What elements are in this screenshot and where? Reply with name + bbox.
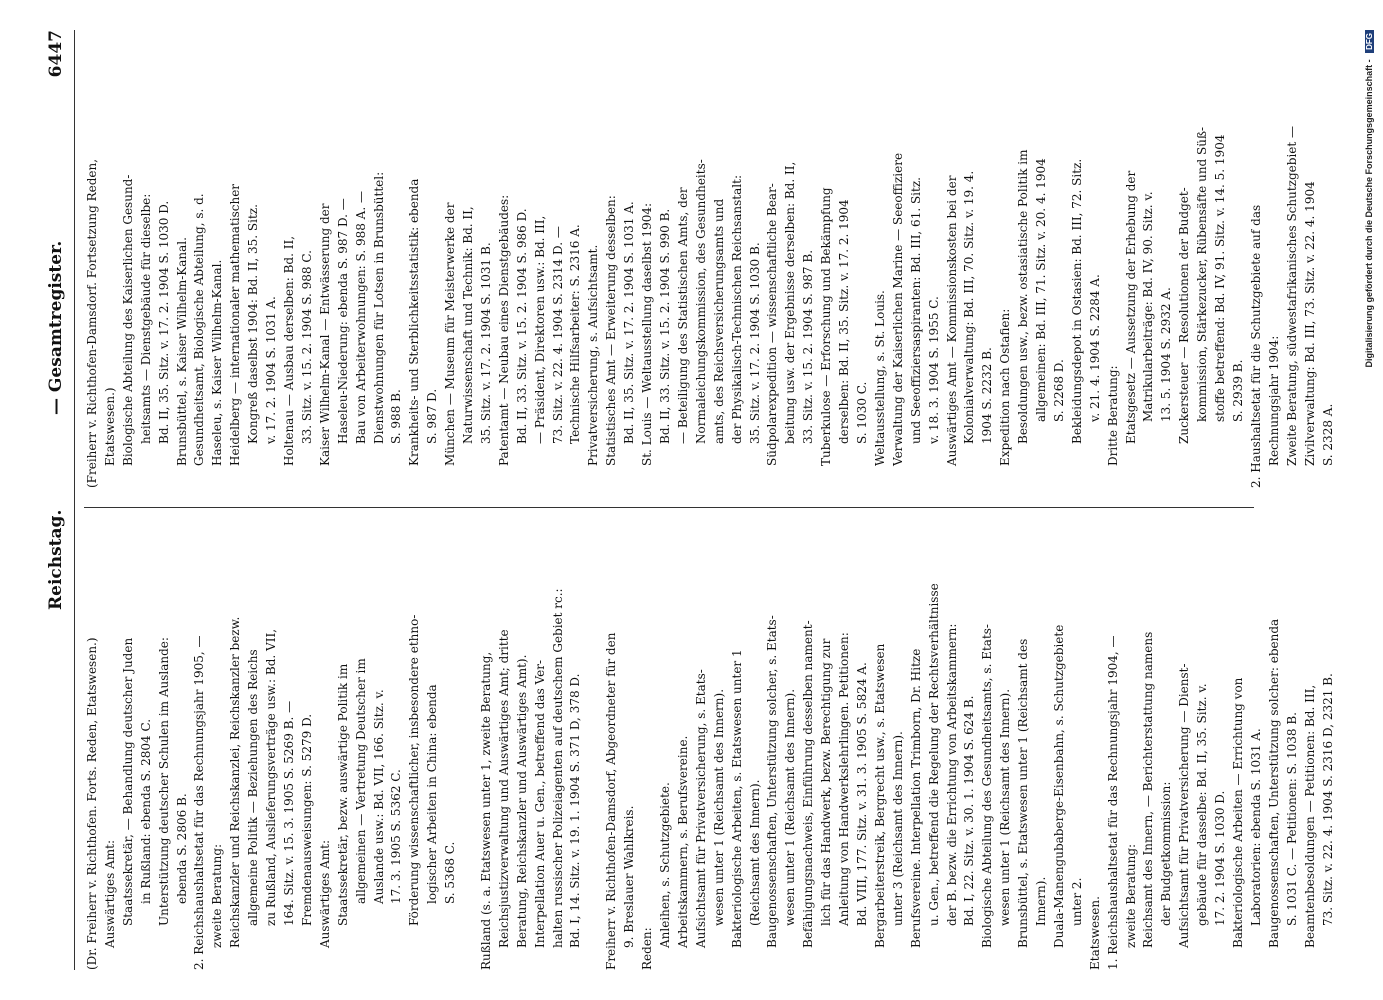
index-line: Brunsbüttel, s. Kaiser Wilhelm-Kanal. xyxy=(174,237,189,466)
index-line: Arbeitskammern, s. Berufsvereine. xyxy=(675,735,690,948)
index-line: S. 2268 D. xyxy=(1051,359,1066,422)
page-number: 6447 xyxy=(46,30,66,78)
index-line: Baugenossenschaften, Unterstützung solcher: ebenda xyxy=(1266,618,1281,948)
index-line: S. 2328 A. xyxy=(1320,403,1335,466)
index-line: Bd. II, 35. Sitz. v. 17. 2. 1904 S. 1030 D. xyxy=(156,200,171,444)
index-line: Rußland (s. a. Etatswesen unter 1, zweite Beratung, xyxy=(478,651,493,970)
index-line: Bd. VIII, 177. Sitz. v. 31. 3. 1905 S. 5824 A. xyxy=(854,662,869,926)
index-line: der Physikalisch-Technischen Reichsanstalt: xyxy=(729,175,744,444)
index-line: Befähigungsnachweis, Einführung desselben nament- xyxy=(801,620,816,948)
index-line: Bergarbeiterstreik, Bergrecht usw., s. Etatswesen xyxy=(872,643,887,948)
index-line: v. 18. 3. 1904 S. 1955 C. xyxy=(926,296,941,444)
index-line: Besoldungen usw., bezw. ostasiatische Politik im xyxy=(1016,149,1031,444)
running-title-center: — Gesamtregister. xyxy=(46,240,66,415)
index-line: logischer Arbeiten in China: ebenda xyxy=(425,684,440,904)
index-line: 35. Sitz. v. 17. 2. 1904 S. 1031 B. xyxy=(478,242,493,444)
index-line: Zivilverwaltung: Bd. III, 73. Sitz. v. 22. 4. 1904 xyxy=(1302,181,1317,466)
index-line: Matrikularbeiträge: Bd. IV, 90. Sitz. v. xyxy=(1141,191,1156,422)
index-line: Bau von Arbeiterwohnungen: S. 988 A. — xyxy=(353,191,368,444)
digitization-credit xyxy=(1364,30,1380,970)
index-line xyxy=(585,534,603,970)
index-line: u. Gen., betreffend die Regelung der Rechtsverhältnisse xyxy=(926,583,941,926)
index-line: Bakteriologische Arbeiten — Errichtung von xyxy=(1231,677,1245,948)
index-line: Freiherr v. Richthofen-Damsdorf, Abgeordneter für den xyxy=(604,632,619,970)
index-line: S. 987 D. xyxy=(425,388,440,444)
index-line: Bd. I, 14. Sitz. v. 19. 1. 1904 S. 371 D, 378 D. xyxy=(568,673,583,948)
index-line: und Seeoffiziersaspiranten: Bd. III, 61. Sitz. xyxy=(908,177,923,444)
index-line: Kongreß daselbst 1904: Bd. II, 35. Sitz. xyxy=(246,204,261,444)
index-line: zweite Beratung: xyxy=(1123,843,1138,948)
index-line: 1904 S. 2232 B. xyxy=(980,347,995,444)
index-line: Bakteriologische Arbeiten, s. Etatswesen unter 1 xyxy=(729,649,744,948)
index-line: Reichsjustizverwaltung und Auswärtiges Amt; dritte xyxy=(496,629,511,948)
index-line: heitsamts — Dienstgebäude für dieselbe: xyxy=(138,193,153,444)
index-line: Anleitung von Handwerkslehrlingen. Petitionen: xyxy=(837,632,852,926)
index-line: in Rußland: ebenda S. 2804 C. xyxy=(138,718,153,904)
index-line: Innern). xyxy=(1034,876,1049,926)
right-column xyxy=(84,52,1335,488)
index-line: Patentamt — Neubau eines Dienstgebäudes: xyxy=(496,194,511,466)
index-line: 164. Sitz. v. 15. 3. 1905 S. 5269 B. — xyxy=(281,700,296,926)
index-line: Technische Hilfsarbeiter: S. 2316 A. xyxy=(568,224,583,444)
index-line: Statistisches Amt — Erweiterung desselben: xyxy=(604,195,619,466)
index-line: Unterstützung deutscher Schulen im Auslande: xyxy=(156,637,171,926)
index-line: Naturwissenschaft und Technik: Bd. II, xyxy=(461,206,476,444)
index-line: allgemeine Politik — Beziehungen des Reichs xyxy=(246,649,261,926)
index-line: lich für das Handwerk, bezw. Berechtigung zur xyxy=(819,638,834,926)
index-line: Auswärtiges Amt: xyxy=(102,839,117,948)
index-line: 33. Sitz. v. 15. 2. 1904 S. 988 C. xyxy=(299,250,314,444)
index-line: 73. Sitz. v. 22. 4. 1904 S. 2314 D. — xyxy=(550,226,565,444)
credit-text: Digitalisierung gefördert durch die Deutsche Forschungsgemeinschaft - xyxy=(1364,59,1374,368)
index-line: St. Louis — Weltausstellung daselbst 1904: xyxy=(640,202,655,466)
index-line: Etatswesen.) xyxy=(102,387,117,466)
index-line: S. 988 B. xyxy=(389,389,404,444)
index-line: Privatversicherung, s. Aufsichtsamt. xyxy=(586,244,601,466)
index-line: Beratung, Reichskanzler und Auswärtiges Amt). xyxy=(514,654,529,948)
index-line: S. 5368 C. xyxy=(443,841,458,904)
index-line: Zuckersteuer — Resolutionen der Budget- xyxy=(1177,187,1192,444)
index-line: 33. Sitz. v. 15. 2. 1904 S. 987 B. xyxy=(801,249,816,444)
index-line: Etatswesen. xyxy=(1087,896,1102,970)
index-line: kommission, Stärkezucker, Rübensäfte und Süß- xyxy=(1195,126,1210,422)
page-header xyxy=(46,30,68,970)
index-line: Normaleichungskommission, des Gesundheits- xyxy=(693,159,708,444)
index-line: wesen unter 1 (Reichsamt des Innern). xyxy=(998,688,1013,926)
index-line: Heidelberg — internationaler mathematischer xyxy=(228,183,243,466)
index-line: Laboratorien: ebenda S. 1031 A. xyxy=(1248,728,1263,926)
index-line: Bd. I, 22. Sitz. v. 30. 1. 1904 S. 624 B. xyxy=(962,695,977,926)
index-line: Reichskanzler und Reichskanzlei, Reichskanzler bezw. xyxy=(228,616,243,948)
index-line: Duala-Manengubaberge-Eisenbahn, s. Schutzgebiete xyxy=(1051,624,1066,948)
index-line: Biologische Abteilung des Kaiserlichen Gesund- xyxy=(120,174,135,466)
index-line: Verwaltung der Kaiserlichen Marine — Seeoffiziere xyxy=(890,152,905,466)
index-line: beitung usw. der Ergebnisse derselben: Bd. II, xyxy=(783,161,798,444)
index-line: S. 1030 C. xyxy=(854,381,869,444)
index-line: Gesundheitsamt, Biologische Abteilung, s. d. xyxy=(192,193,207,466)
index-line: der Budgetkommission: xyxy=(1159,781,1174,926)
index-line: zweite Beratung: xyxy=(210,843,225,948)
index-line: Staatssekretär, bezw. auswärtige Politik im xyxy=(335,663,350,926)
index-line: 2. Haushaltsetat für die Schutzgebiete auf das xyxy=(1248,204,1263,488)
left-column xyxy=(84,534,1335,970)
index-line: amts, des Reichsversicherungsamts und xyxy=(711,198,726,444)
index-line: Zweite Beratung, südwestafrikanisches Schutzgebiet — xyxy=(1284,125,1299,466)
index-line: Auslande usw.: Bd. VII, 166. Sitz. v. xyxy=(371,689,386,904)
index-line: gebäude für dasselbe: Bd. II, 35. Sitz. v. xyxy=(1195,683,1210,926)
column-divider xyxy=(84,507,1254,508)
index-line: Auswärtiges Amt: xyxy=(317,839,332,948)
index-line: — Präsident, Direktoren usw.: Bd. III, xyxy=(532,215,547,444)
index-line: Fremdenausweisungen: S. 5279 D. xyxy=(299,713,314,926)
index-line: Expedition nach Ostafien: xyxy=(998,308,1013,466)
index-line: 17. 3. 1905 S. 5362 C. xyxy=(389,769,404,904)
index-line: (Freiherr v. Richthofen-Damsdorf. Fortsetzung Reden, xyxy=(85,158,99,488)
index-line: Aufsichtsamt für Privatversicherung, s. Etats- xyxy=(693,669,708,948)
index-line: 73. Sitz. v. 22. 4. 1904 S. 2316 D, 2321 B. xyxy=(1320,673,1335,926)
index-line: (Dr. Freiherr v. Richthofen. Forts. Reden, Etatswesen.) xyxy=(85,637,99,970)
index-line: Reden: xyxy=(640,927,655,970)
index-line: Interpellation Auer u. Gen., betreffend das Ver- xyxy=(532,660,547,948)
index-line: S. 1031 C. — Petitionen: S. 1038 B. xyxy=(1284,712,1299,926)
index-line: halten russischer Polizeiagenten auf deutschem Gebiet rc.: xyxy=(550,588,565,948)
index-line: allgemeinen — Vertretung Deutscher im xyxy=(353,658,368,904)
index-line: Bd. II, 35. Sitz. v. 17. 2. 1904 S. 1031 A. xyxy=(622,201,637,444)
index-line: 9. Breslauer Wahlkreis. xyxy=(622,805,637,948)
index-line: Kaiser Wilhelm-Kanal — Entwässerung der xyxy=(317,203,332,466)
index-line: v. 21. 4. 1904 S. 2284 A. xyxy=(1087,274,1102,422)
index-line: ebenda S. 2806 B. xyxy=(174,793,189,904)
index-line: Baugenossenschaften, Unterstützung solcher, s. Etats- xyxy=(765,615,780,948)
index-line: 1. Reichshaushaltsetat für das Rechnungsjahr 1904, — xyxy=(1105,635,1120,970)
index-line: zu Rußland, Auslieferungsverträge usw.: Bd. VII, xyxy=(264,628,279,926)
index-line: Brunsbüttel, s. Etatswesen unter 1 (Reichsamt des xyxy=(1016,638,1031,948)
index-line: der B. bezw. die Errichtung von Arbeitskammern: xyxy=(944,623,959,926)
index-line: Reichsamt des Innern, — Berichterstattung namens xyxy=(1141,631,1156,948)
index-line: (Reichsamt des Innern). xyxy=(747,779,762,926)
index-line: Haseleu-Niederung: ebenda S. 987 D. — xyxy=(335,198,350,444)
index-line: Berufsvereine. Interpellation Trimborn, Dr. Hitze xyxy=(908,648,923,948)
index-line: Dienstwohnungen für Lotsen in Brunsbüttel: xyxy=(371,171,386,444)
index-line: — Beteiligung des Statistischen Amts, der xyxy=(675,187,690,444)
index-line: Kolonialverwaltung: Bd. III, 70. Sitz. v. 19. 4. xyxy=(962,170,977,444)
index-line: Weltausstellung, s. St. Louis. xyxy=(872,290,887,466)
dfg-badge: DFG xyxy=(1365,30,1374,53)
index-line: Anleihen, s. Schutzgebiete. xyxy=(658,782,672,948)
running-title-left: Reichstag. xyxy=(46,509,66,610)
index-line: Biologische Abteilung des Gesundheitsamts, s. Etats- xyxy=(980,624,995,948)
index-line: wesen unter 1 (Reichsamt des Innern). xyxy=(711,688,726,926)
index-line: Rechnungsjahr 1904: xyxy=(1266,335,1281,466)
index-line: wesen unter 1 (Reichsamt des Innern). xyxy=(783,688,798,926)
index-line: unter 2. xyxy=(1069,877,1084,926)
index-line: 35. Sitz. v. 17. 2. 1904 S. 1030 B. xyxy=(747,242,762,444)
index-line: Südpolarexpedition — wissenschaftliche Bear- xyxy=(765,183,780,466)
index-line: stoffe betreffend: Bd. IV, 91. Sitz. v. 14. 5. 1904 xyxy=(1213,134,1228,422)
index-line: Bekleidungsdepot in Ostasien: Bd. III, 72. Sitz. xyxy=(1069,158,1084,444)
index-line: München — Museum für Meisterwerke der xyxy=(443,202,458,466)
index-line: Dritte Beratung: xyxy=(1105,365,1120,466)
index-line: v. 17. 2. 1904 S. 1031 A. xyxy=(264,296,279,444)
index-line xyxy=(460,534,478,970)
index-line: Haseleu, s. Kaiser Wilhelm-Kanal. xyxy=(210,259,225,466)
index-line: 13. 5. 1904 S. 2932 A. xyxy=(1159,287,1174,422)
index-line: Bd. II, 33. Sitz. v. 15. 2. 1904 S. 990 B. xyxy=(658,208,672,444)
index-line: Krankheits- und Sterblichkeitsstatistik: ebenda xyxy=(407,178,422,466)
index-line: 2. Reichshaushaltsetat für das Rechnungsjahr 1905, — xyxy=(192,635,207,970)
index-line: allgemeinen: Bd. III, 71. Sitz. v. 20. 4. 1904 xyxy=(1034,158,1049,422)
index-line: S. 2939 B. xyxy=(1231,359,1245,422)
index-line: Förderung wissenschaftlicher, insbesondere ethno- xyxy=(407,614,422,926)
index-line: Tuberkulose — Erforschung und Bekämpfung xyxy=(819,187,834,466)
index-line: derselben: Bd. II, 35. Sitz. v. 17. 2. 1904 xyxy=(837,199,852,444)
index-line: unter 3 (Reichsamt des Innern). xyxy=(890,731,905,926)
index-line: Holtenau — Ausbau derselben: Bd. II, xyxy=(281,235,296,466)
index-line: Auswärtiges Amt — Kommissionskosten bei der xyxy=(944,175,959,466)
index-line: Etatsgesetz — Aussetzung der Erhebung der xyxy=(1123,170,1138,444)
index-line: Bd. II, 33. Sitz. v. 15. 2. 1904 S. 986 D. xyxy=(514,208,529,444)
index-line: Beamtenbesoldungen — Petitionen: Bd. III, xyxy=(1302,684,1317,948)
index-line: Aufsichtsamt für Privatversicherung — Dienst- xyxy=(1177,663,1192,948)
index-line: 17. 2. 1904 S. 1030 D. xyxy=(1213,790,1228,926)
header-rule xyxy=(74,30,75,970)
index-line: Staatssekretär, — Behandlung deutscher Juden xyxy=(120,637,135,926)
